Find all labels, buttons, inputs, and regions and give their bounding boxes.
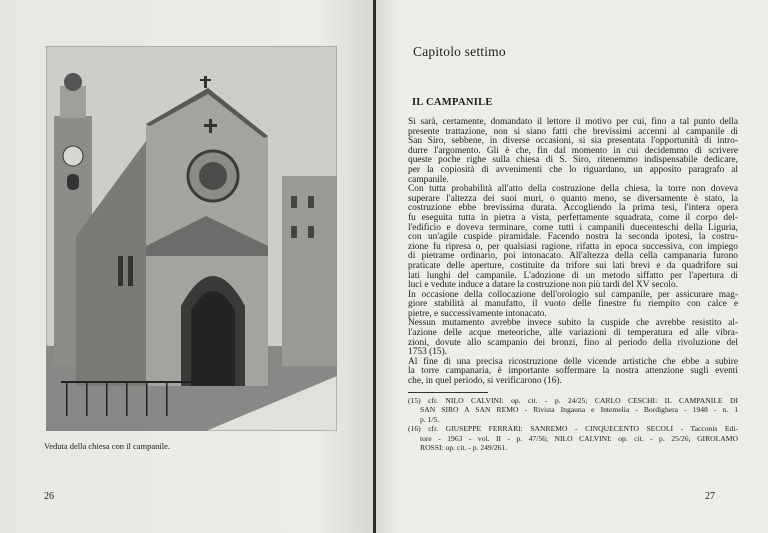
text-line: fu eseguita tutta in pietra a vista, perfettamente squadrata, come il corpo del- (408, 212, 738, 223)
text-line: di pietrame ordinario, poi intonacato. All'altezza della cella campanaria furono (408, 251, 738, 262)
text-line: presente trattazione, non si siano fatti che brevissimi accenni al campanile di (408, 126, 738, 137)
text-line: superare l'altezza dei suoi muri, o quanto meno, se diversamente è stato, la (408, 193, 738, 204)
footnote-line: (16) cfr. GIUSEPPE FERRARI: SANREMO - CINQUECENTO SECOLI - Tacconis Edi- (408, 424, 738, 434)
text-line: giore stabilità al manufatto, il vuoto delle finestre fu riempito con calce e (408, 299, 738, 310)
section-title: IL CAMPANILE (412, 97, 493, 108)
text-line: la torre campanaria, è importante soffermare la nostra attenzione sugli eventi (408, 366, 738, 377)
text-line: queste poche righe sulla chiesa di S. Siro, ritenemmo indispensabile dedicare, (408, 155, 738, 166)
text-line: praticate delle aperture, costituite da trifore sui lati brevi e da quadrifore sui (408, 260, 738, 271)
text-line: l'azione delle acque meteoriche, alle variazioni di temperatura ed alle vibra- (408, 328, 738, 339)
text-line: zione fu ripresa o, per qualsiasi ragione, rifatta in epoca successiva, con impiego (408, 241, 738, 252)
left-page (0, 0, 373, 533)
footnote-line: (15) cfr. NILO CALVINI: op. cit. - p. 24/25; CARLO CESCHI: IL CAMPANILE DI (408, 396, 738, 405)
text-line: l'edificio e doveva terminare, come tutti i campanili duecenteschi della Liguria, (408, 222, 738, 233)
text-line: luci e vedute induce a datare la costruzione non più tardi del XV secolo. (408, 280, 679, 291)
footnote-line: SAN SIRO A SAN REMO - Rivista Ingauna e Intemelia - Bordighera - 1948 - n. 1 (420, 405, 738, 415)
text-line: per la copiosità di avvenimenti che lo riguardano, un apposito paragrafo al (408, 164, 738, 175)
text-line: Con tutta probabilità all'atto della costruzione della chiesa, la torre non doveva (408, 184, 738, 195)
chapter-heading: Capitolo settimo (413, 44, 506, 59)
page-number: 26 (44, 491, 54, 502)
text-line: che, in quel periodo, si verificarono (16). (408, 376, 562, 387)
text-line: pietre, e successivamente intonacato. (408, 308, 547, 319)
text-line: 1753 (15). (408, 347, 448, 358)
text-line: Al fine di una precisa ricostruzione delle vicende artistiche che ebbe a subire (408, 356, 738, 367)
photo-caption: Veduta della chiesa con il campanile. (44, 441, 171, 451)
footnote-line: tore - 1963 - vol. II - p. 47/56; NILO CALVINI: op. cit. - p. 25/26; GIROLAMO (420, 433, 738, 443)
text-line: Si sarà, certamente, domandato il lettore il motivo per cui, fino a tal punto della (408, 117, 738, 127)
footnotes (408, 396, 738, 452)
footnote-line: p. 1/5. (420, 414, 440, 424)
text-line: costruzione ebbe brevissima durata. Accogliendo la prima tesi, l'intera opera (408, 203, 738, 214)
text-line: San Siro, sebbene, in diverse occasioni, si sia presentata l'opportunità di intro- (408, 136, 738, 147)
text-line: Nessun mutamento avrebbe invece subito la cuspide che avrebbe resistito al- (408, 318, 738, 329)
right-page (376, 0, 768, 533)
church-photo (46, 46, 337, 431)
body-text (408, 118, 738, 387)
footnote-line: ROSSI: op. cit. - p. 249/261. (420, 442, 508, 452)
text-line: campanile. (408, 174, 449, 185)
footnote-divider (408, 392, 488, 393)
text-line: con un'agile cuspide piramidale. Facendo nostra la seconda ipotesi, la costru- (408, 232, 738, 243)
text-line: zioni, dovute allo scampanio dei bronzi, fino al periodo della rivoluzione del (408, 337, 738, 348)
text-line: lati lunghi del campanile. L'adozione di un metodo siffatto per l'apertura di (408, 270, 738, 281)
text-line: In occasione della collocazione dell'orologio sul campanile, per assicurare mag- (408, 289, 738, 300)
page-number: 27 (705, 491, 715, 502)
text-line: durre l'argomento. Gli è che, fin dal momento in cui decidemmo di scrivere (408, 145, 738, 156)
